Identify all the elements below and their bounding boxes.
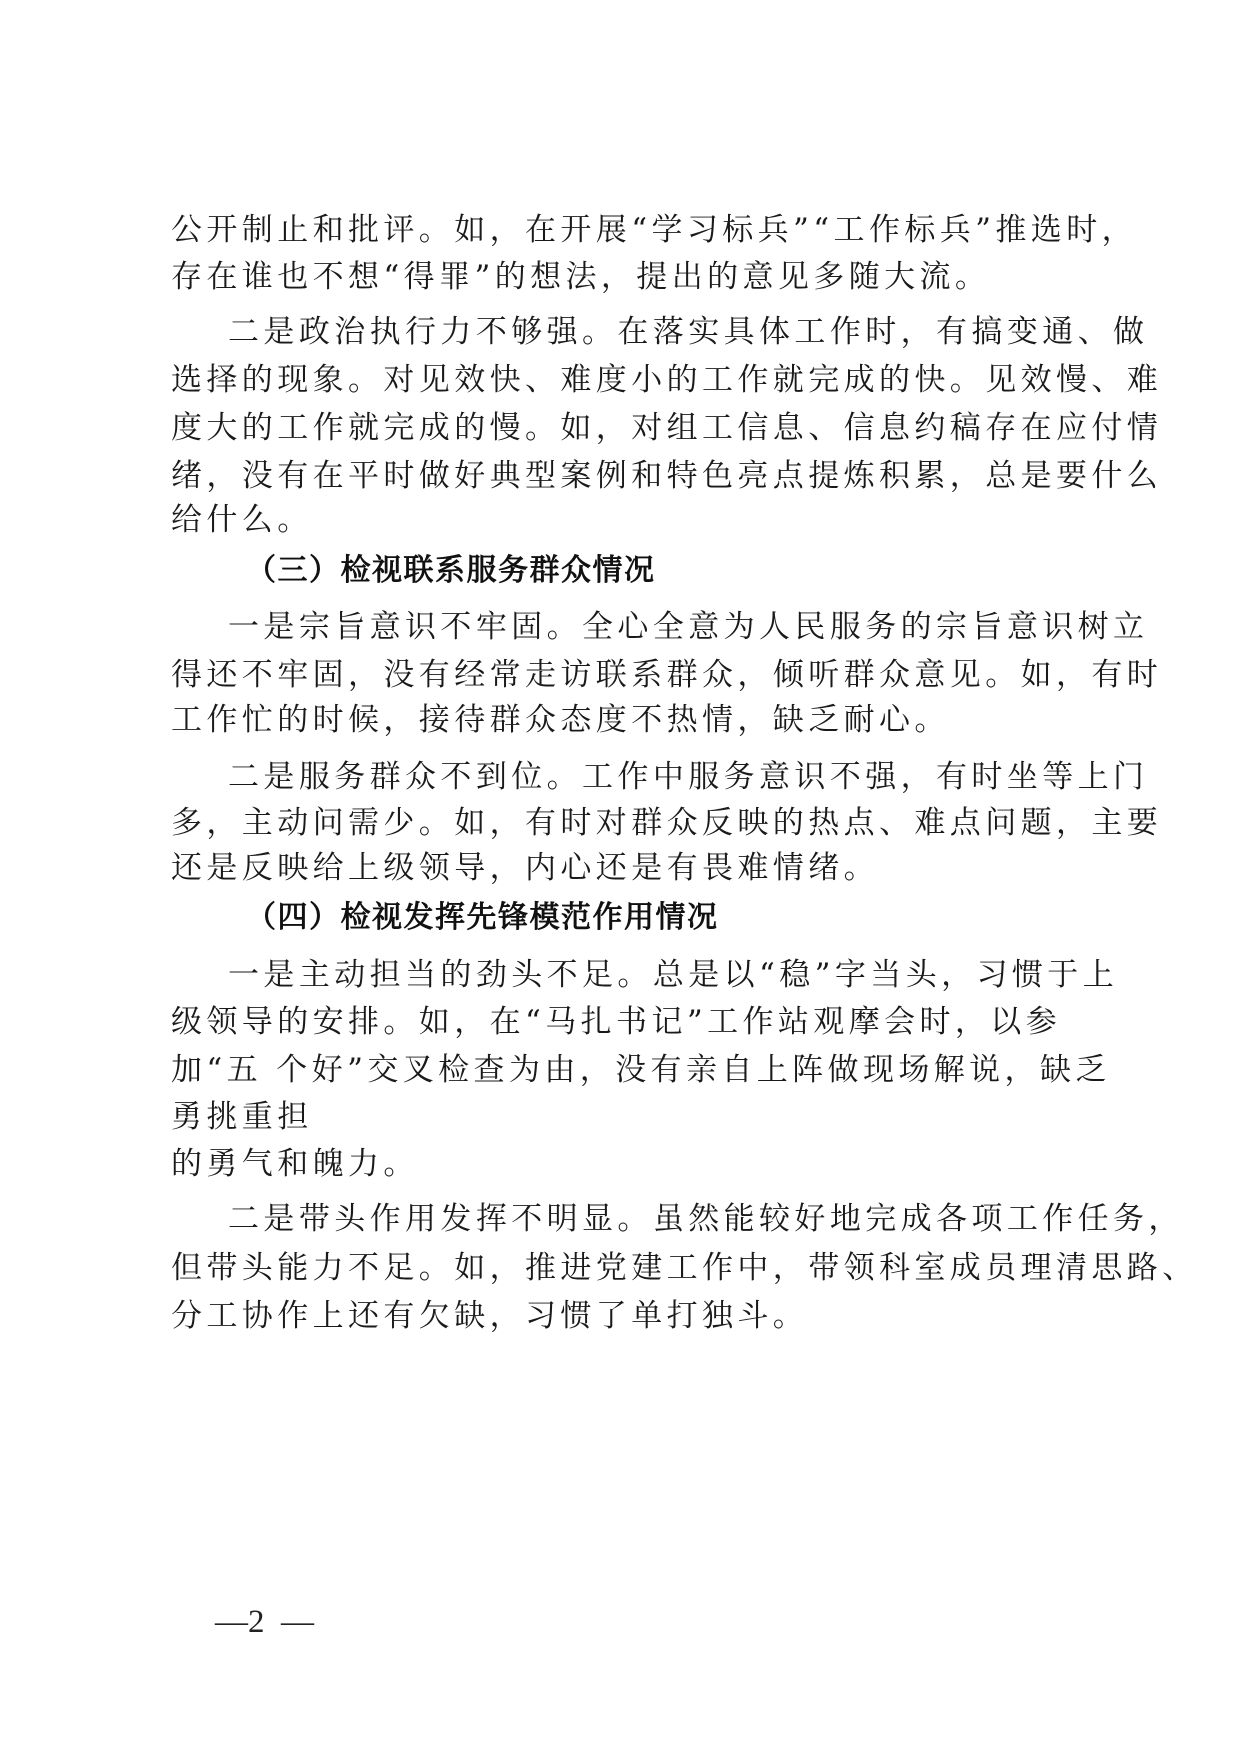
body-line: 一是主动担当的劲头不足。总是以“稳”字当头，习惯于上 [171,957,1119,993]
body-line: 二是服务群众不到位。工作中服务意识不强，有时坐等上门 [171,759,1149,795]
body-line: 级领导的安排。如，在“马扎书记”工作站观摩会时，以参 [171,1004,1062,1040]
page-number: —2 — [215,1604,314,1640]
body-line: 勇挑重担 [171,1099,313,1135]
body-line: 的勇气和魄力。 [171,1146,419,1182]
body-line: 二是政治执行力不够强。在落实具体工作时，有搞变通、做 [171,314,1149,350]
body-line: 绪，没有在平时做好典型案例和特色亮点提炼积累，总是要什么 [171,458,1163,494]
body-line: 多，主动问需少。如，有时对群众反映的热点、难点问题，主要 [171,805,1163,841]
section-heading: （四）检视发挥先锋模范作用情况 [246,900,719,935]
body-line: 存在谁也不想“得罪”的想法，提出的意见多随大流。 [171,259,991,295]
body-line: 分工协作上还有欠缺，习惯了单打独斗。 [171,1298,809,1334]
body-line: 工作忙的时候，接待群众态度不热情，缺乏耐心。 [171,702,950,738]
body-line: 二是带头作用发挥不明显。虽然能较好地完成各项工作任务， [171,1201,1184,1237]
body-line: 加“五 个好”交叉检查为由，没有亲自上阵做现场解说，缺乏 [171,1052,1111,1088]
body-line: 公开制止和批评。如，在开展“学习标兵”“工作标兵”推选时， [171,212,1137,248]
body-line: 度大的工作就完成的慢。如，对组工信息、信息约稿存在应付情 [171,410,1163,446]
body-line: 选择的现象。对见效快、难度小的工作就完成的快。见效慢、难 [171,362,1163,398]
body-line: 一是宗旨意识不牢固。全心全意为人民服务的宗旨意识树立 [171,609,1149,645]
body-line: 给什么。 [171,502,313,538]
section-heading: （三）检视联系服务群众情况 [246,553,656,588]
body-line: 还是反映给上级领导，内心还是有畏难情绪。 [171,850,879,886]
body-line: 得还不牢固，没有经常走访联系群众，倾听群众意见。如，有时 [171,657,1163,693]
body-line: 但带头能力不足。如，推进党建工作中，带领科室成员理清思路、 [171,1250,1198,1286]
